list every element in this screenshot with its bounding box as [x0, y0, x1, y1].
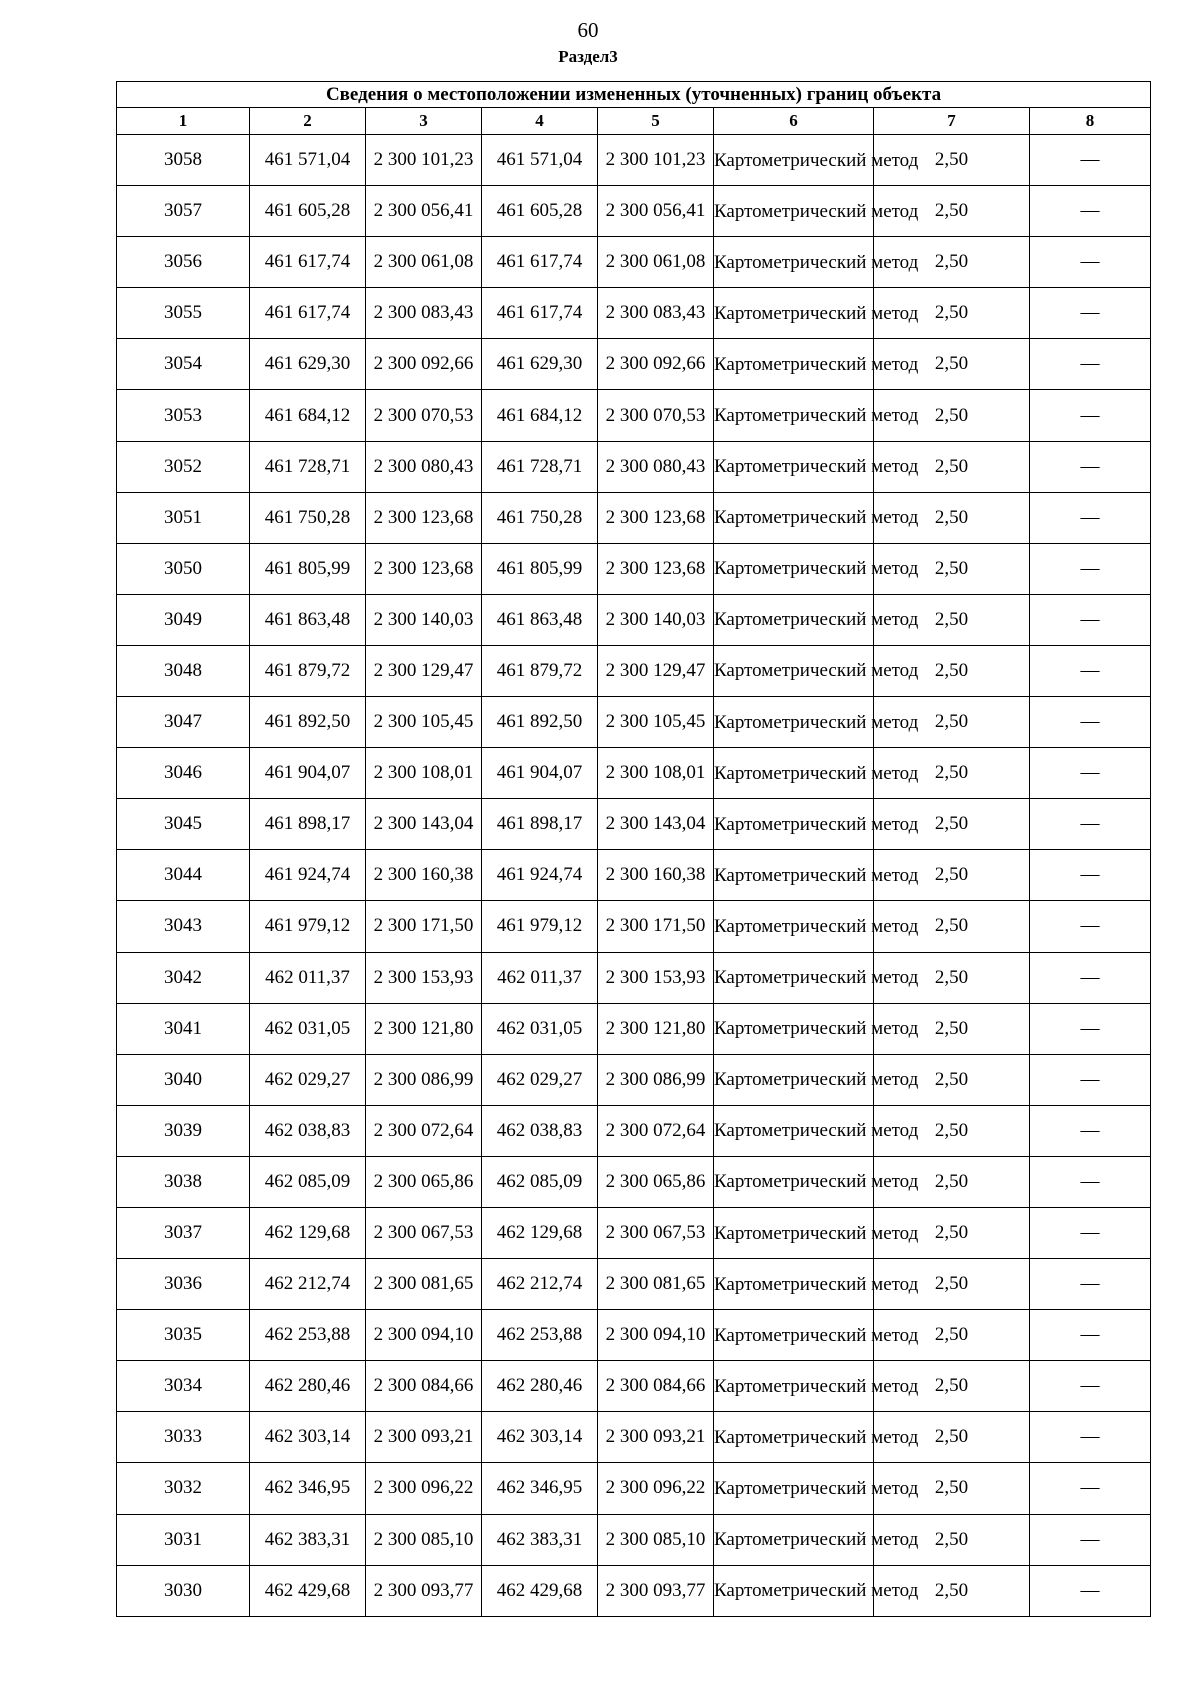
table-row: [117, 1054, 1151, 1105]
refined-y-cell: 2 300 086,99: [598, 1054, 714, 1105]
note-cell: —: [1030, 1156, 1151, 1207]
note-cell: —: [1030, 1310, 1151, 1361]
accuracy-cell: 2,50: [874, 1310, 1030, 1361]
refined-x-cell: 461 898,17: [482, 799, 598, 850]
refined-x-cell: 461 629,30: [482, 339, 598, 390]
refined-y-cell: 2 300 072,64: [598, 1105, 714, 1156]
existing-x-cell: 461 629,30: [250, 339, 366, 390]
existing-x-cell: 461 684,12: [250, 390, 366, 441]
point-number-cell: 3031: [117, 1514, 250, 1565]
method-cell: Картометрический метод: [714, 186, 874, 237]
table-row: [117, 1565, 1151, 1616]
existing-y-cell: 2 300 070,53: [366, 390, 482, 441]
existing-y-cell: 2 300 061,08: [366, 237, 482, 288]
point-number-cell: 3051: [117, 492, 250, 543]
point-number-cell: 3040: [117, 1054, 250, 1105]
accuracy-cell: 2,50: [874, 339, 1030, 390]
point-number-cell: 3038: [117, 1156, 250, 1207]
note-cell: —: [1030, 1054, 1151, 1105]
refined-y-cell: 2 300 129,47: [598, 645, 714, 696]
refined-y-cell: 2 300 061,08: [598, 237, 714, 288]
refined-x-cell: 462 029,27: [482, 1054, 598, 1105]
method-cell: Картометрический метод: [714, 339, 874, 390]
refined-x-cell: 462 383,31: [482, 1514, 598, 1565]
existing-y-cell: 2 300 108,01: [366, 748, 482, 799]
method-cell: Картометрический метод: [714, 645, 874, 696]
method-cell: Картометрический метод: [714, 492, 874, 543]
table-row: [117, 492, 1151, 543]
accuracy-cell: 2,50: [874, 594, 1030, 645]
point-number-cell: 3052: [117, 441, 250, 492]
point-number-cell: 3046: [117, 748, 250, 799]
existing-x-cell: 462 212,74: [250, 1259, 366, 1310]
method-cell: Картометрический метод: [714, 1054, 874, 1105]
method-cell: Картометрический метод: [714, 288, 874, 339]
table-row: [117, 748, 1151, 799]
accuracy-cell: 2,50: [874, 390, 1030, 441]
refined-x-cell: 462 031,05: [482, 1003, 598, 1054]
method-cell: Картометрический метод: [714, 1259, 874, 1310]
method-cell: Картометрический метод: [714, 1105, 874, 1156]
accuracy-cell: 2,50: [874, 1463, 1030, 1514]
note-cell: —: [1030, 1514, 1151, 1565]
page-number: 60: [577, 18, 599, 42]
method-cell: Картометрический метод: [714, 799, 874, 850]
refined-y-cell: 2 300 140,03: [598, 594, 714, 645]
existing-y-cell: 2 300 083,43: [366, 288, 482, 339]
refined-x-cell: 461 571,04: [482, 135, 598, 186]
refined-x-cell: 461 924,74: [482, 850, 598, 901]
method-cell: Картометрический метод: [714, 441, 874, 492]
refined-y-cell: 2 300 056,41: [598, 186, 714, 237]
method-cell: Картометрический метод: [714, 748, 874, 799]
point-number-cell: 3044: [117, 850, 250, 901]
existing-x-cell: 462 038,83: [250, 1105, 366, 1156]
note-cell: —: [1030, 339, 1151, 390]
existing-y-cell: 2 300 093,77: [366, 1565, 482, 1616]
table-row: [117, 1412, 1151, 1463]
refined-y-cell: 2 300 160,38: [598, 850, 714, 901]
existing-x-cell: 461 605,28: [250, 186, 366, 237]
method-cell: Картометрический метод: [714, 594, 874, 645]
point-number-cell: 3041: [117, 1003, 250, 1054]
refined-x-cell: 462 129,68: [482, 1207, 598, 1258]
refined-y-cell: 2 300 143,04: [598, 799, 714, 850]
table-row: [117, 237, 1151, 288]
refined-y-cell: 2 300 085,10: [598, 1514, 714, 1565]
point-number-cell: 3036: [117, 1259, 250, 1310]
refined-y-cell: 2 300 084,66: [598, 1361, 714, 1412]
note-cell: —: [1030, 1565, 1151, 1616]
note-cell: —: [1030, 237, 1151, 288]
existing-x-cell: 462 011,37: [250, 952, 366, 1003]
point-number-cell: 3048: [117, 645, 250, 696]
refined-x-cell: 462 038,83: [482, 1105, 598, 1156]
table-row: [117, 850, 1151, 901]
table-row: [117, 645, 1151, 696]
table-row: [117, 1156, 1151, 1207]
table-row: [117, 1361, 1151, 1412]
method-cell: Картометрический метод: [714, 1514, 874, 1565]
note-cell: —: [1030, 799, 1151, 850]
column-number: 1: [117, 108, 250, 135]
note-cell: —: [1030, 850, 1151, 901]
method-cell: Картометрический метод: [714, 390, 874, 441]
method-cell: Картометрический метод: [714, 1003, 874, 1054]
refined-y-cell: 2 300 080,43: [598, 441, 714, 492]
note-cell: —: [1030, 543, 1151, 594]
accuracy-cell: 2,50: [874, 1259, 1030, 1310]
existing-x-cell: 461 728,71: [250, 441, 366, 492]
existing-x-cell: 461 617,74: [250, 288, 366, 339]
point-number-cell: 3043: [117, 901, 250, 952]
note-cell: —: [1030, 1463, 1151, 1514]
table-row: [117, 186, 1151, 237]
accuracy-cell: 2,50: [874, 1207, 1030, 1258]
table-caption: Сведения о местоположении измененных (уточненных) границ объекта: [117, 82, 1151, 108]
accuracy-cell: 2,50: [874, 1054, 1030, 1105]
existing-y-cell: 2 300 081,65: [366, 1259, 482, 1310]
note-cell: —: [1030, 697, 1151, 748]
point-number-cell: 3047: [117, 697, 250, 748]
refined-x-cell: 462 280,46: [482, 1361, 598, 1412]
existing-y-cell: 2 300 085,10: [366, 1514, 482, 1565]
refined-x-cell: 462 303,14: [482, 1412, 598, 1463]
refined-y-cell: 2 300 123,68: [598, 543, 714, 594]
point-number-cell: 3045: [117, 799, 250, 850]
refined-y-cell: 2 300 121,80: [598, 1003, 714, 1054]
method-cell: Картометрический метод: [714, 1412, 874, 1463]
refined-x-cell: 462 429,68: [482, 1565, 598, 1616]
refined-y-cell: 2 300 123,68: [598, 492, 714, 543]
point-number-cell: 3053: [117, 390, 250, 441]
table-row: [117, 1207, 1151, 1258]
point-number-cell: 3030: [117, 1565, 250, 1616]
table-row: [117, 1105, 1151, 1156]
table-row: [117, 543, 1151, 594]
method-cell: Картометрический метод: [714, 135, 874, 186]
table-row: [117, 1463, 1151, 1514]
note-cell: —: [1030, 492, 1151, 543]
accuracy-cell: 2,50: [874, 850, 1030, 901]
existing-x-cell: 462 303,14: [250, 1412, 366, 1463]
accuracy-cell: 2,50: [874, 799, 1030, 850]
existing-y-cell: 2 300 065,86: [366, 1156, 482, 1207]
column-number: 3: [366, 108, 482, 135]
existing-x-cell: 461 924,74: [250, 850, 366, 901]
existing-y-cell: 2 300 129,47: [366, 645, 482, 696]
existing-y-cell: 2 300 160,38: [366, 850, 482, 901]
existing-x-cell: 462 383,31: [250, 1514, 366, 1565]
note-cell: —: [1030, 1003, 1151, 1054]
point-number-cell: 3054: [117, 339, 250, 390]
refined-x-cell: 461 617,74: [482, 288, 598, 339]
accuracy-cell: 2,50: [874, 1514, 1030, 1565]
column-number: 4: [482, 108, 598, 135]
note-cell: —: [1030, 1259, 1151, 1310]
table-row: [117, 441, 1151, 492]
refined-y-cell: 2 300 108,01: [598, 748, 714, 799]
existing-y-cell: 2 300 123,68: [366, 543, 482, 594]
column-number: 7: [874, 108, 1030, 135]
refined-x-cell: 461 863,48: [482, 594, 598, 645]
existing-y-cell: 2 300 140,03: [366, 594, 482, 645]
table-row: [117, 697, 1151, 748]
existing-x-cell: 461 898,17: [250, 799, 366, 850]
refined-x-cell: 461 904,07: [482, 748, 598, 799]
note-cell: —: [1030, 645, 1151, 696]
accuracy-cell: 2,50: [874, 441, 1030, 492]
accuracy-cell: 2,50: [874, 1361, 1030, 1412]
note-cell: —: [1030, 441, 1151, 492]
refined-y-cell: 2 300 093,21: [598, 1412, 714, 1463]
note-cell: —: [1030, 1412, 1151, 1463]
existing-x-cell: 461 863,48: [250, 594, 366, 645]
accuracy-cell: 2,50: [874, 1565, 1030, 1616]
refined-x-cell: 461 728,71: [482, 441, 598, 492]
refined-y-cell: 2 300 153,93: [598, 952, 714, 1003]
column-number: 2: [250, 108, 366, 135]
existing-y-cell: 2 300 153,93: [366, 952, 482, 1003]
table-row: [117, 135, 1151, 186]
method-cell: Картометрический метод: [714, 1156, 874, 1207]
existing-x-cell: 462 346,95: [250, 1463, 366, 1514]
accuracy-cell: 2,50: [874, 1003, 1030, 1054]
refined-y-cell: 2 300 093,77: [598, 1565, 714, 1616]
refined-x-cell: 462 346,95: [482, 1463, 598, 1514]
refined-x-cell: 461 617,74: [482, 237, 598, 288]
table-row: [117, 952, 1151, 1003]
refined-x-cell: 462 253,88: [482, 1310, 598, 1361]
refined-x-cell: 462 011,37: [482, 952, 598, 1003]
refined-x-cell: 461 750,28: [482, 492, 598, 543]
refined-x-cell: 461 805,99: [482, 543, 598, 594]
point-number-cell: 3058: [117, 135, 250, 186]
existing-x-cell: 461 892,50: [250, 697, 366, 748]
point-number-cell: 3034: [117, 1361, 250, 1412]
method-cell: Картометрический метод: [714, 697, 874, 748]
existing-y-cell: 2 300 086,99: [366, 1054, 482, 1105]
boundary-coordinates-table: [116, 81, 1151, 1617]
refined-x-cell: 462 085,09: [482, 1156, 598, 1207]
note-cell: —: [1030, 748, 1151, 799]
existing-x-cell: 461 750,28: [250, 492, 366, 543]
accuracy-cell: 2,50: [874, 1412, 1030, 1463]
note-cell: —: [1030, 186, 1151, 237]
table-row: [117, 1259, 1151, 1310]
table-row: [117, 339, 1151, 390]
refined-y-cell: 2 300 094,10: [598, 1310, 714, 1361]
point-number-cell: 3039: [117, 1105, 250, 1156]
refined-y-cell: 2 300 096,22: [598, 1463, 714, 1514]
existing-y-cell: 2 300 143,04: [366, 799, 482, 850]
point-number-cell: 3056: [117, 237, 250, 288]
note-cell: —: [1030, 594, 1151, 645]
existing-x-cell: 462 253,88: [250, 1310, 366, 1361]
accuracy-cell: 2,50: [874, 135, 1030, 186]
existing-x-cell: 462 029,27: [250, 1054, 366, 1105]
accuracy-cell: 2,50: [874, 697, 1030, 748]
existing-x-cell: 461 805,99: [250, 543, 366, 594]
accuracy-cell: 2,50: [874, 543, 1030, 594]
existing-x-cell: 461 979,12: [250, 901, 366, 952]
accuracy-cell: 2,50: [874, 901, 1030, 952]
point-number-cell: 3032: [117, 1463, 250, 1514]
column-number: 8: [1030, 108, 1151, 135]
accuracy-cell: 2,50: [874, 748, 1030, 799]
table-row: [117, 1310, 1151, 1361]
refined-y-cell: 2 300 065,86: [598, 1156, 714, 1207]
accuracy-cell: 2,50: [874, 1156, 1030, 1207]
accuracy-cell: 2,50: [874, 237, 1030, 288]
accuracy-cell: 2,50: [874, 1105, 1030, 1156]
method-cell: Картометрический метод: [714, 901, 874, 952]
existing-x-cell: 462 280,46: [250, 1361, 366, 1412]
table-row: [117, 1003, 1151, 1054]
existing-x-cell: 461 879,72: [250, 645, 366, 696]
point-number-cell: 3055: [117, 288, 250, 339]
existing-x-cell: 461 904,07: [250, 748, 366, 799]
refined-y-cell: 2 300 171,50: [598, 901, 714, 952]
point-number-cell: 3037: [117, 1207, 250, 1258]
accuracy-cell: 2,50: [874, 645, 1030, 696]
method-cell: Картометрический метод: [714, 1310, 874, 1361]
existing-x-cell: 462 085,09: [250, 1156, 366, 1207]
note-cell: —: [1030, 1207, 1151, 1258]
note-cell: —: [1030, 1361, 1151, 1412]
point-number-cell: 3035: [117, 1310, 250, 1361]
existing-y-cell: 2 300 123,68: [366, 492, 482, 543]
existing-x-cell: 462 129,68: [250, 1207, 366, 1258]
existing-y-cell: 2 300 067,53: [366, 1207, 482, 1258]
note-cell: —: [1030, 1105, 1151, 1156]
refined-y-cell: 2 300 105,45: [598, 697, 714, 748]
point-number-cell: 3049: [117, 594, 250, 645]
existing-x-cell: 461 571,04: [250, 135, 366, 186]
existing-y-cell: 2 300 092,66: [366, 339, 482, 390]
refined-y-cell: 2 300 101,23: [598, 135, 714, 186]
method-cell: Картометрический метод: [714, 1207, 874, 1258]
accuracy-cell: 2,50: [874, 492, 1030, 543]
point-number-cell: 3033: [117, 1412, 250, 1463]
existing-y-cell: 2 300 171,50: [366, 901, 482, 952]
method-cell: Картометрический метод: [714, 850, 874, 901]
existing-y-cell: 2 300 093,21: [366, 1412, 482, 1463]
table-row: [117, 594, 1151, 645]
column-number-row: [117, 108, 1151, 135]
existing-y-cell: 2 300 056,41: [366, 186, 482, 237]
method-cell: Картометрический метод: [714, 543, 874, 594]
refined-x-cell: 461 879,72: [482, 645, 598, 696]
method-cell: Картометрический метод: [714, 1361, 874, 1412]
refined-x-cell: 461 605,28: [482, 186, 598, 237]
refined-y-cell: 2 300 067,53: [598, 1207, 714, 1258]
table-body: [117, 135, 1151, 1617]
refined-y-cell: 2 300 081,65: [598, 1259, 714, 1310]
existing-x-cell: 461 617,74: [250, 237, 366, 288]
table-row: [117, 288, 1151, 339]
refined-y-cell: 2 300 083,43: [598, 288, 714, 339]
existing-x-cell: 462 429,68: [250, 1565, 366, 1616]
refined-y-cell: 2 300 070,53: [598, 390, 714, 441]
accuracy-cell: 2,50: [874, 952, 1030, 1003]
point-number-cell: 3057: [117, 186, 250, 237]
existing-y-cell: 2 300 080,43: [366, 441, 482, 492]
existing-y-cell: 2 300 072,64: [366, 1105, 482, 1156]
note-cell: —: [1030, 952, 1151, 1003]
point-number-cell: 3042: [117, 952, 250, 1003]
refined-x-cell: 461 684,12: [482, 390, 598, 441]
table-row: [117, 390, 1151, 441]
table-row: [117, 1514, 1151, 1565]
existing-y-cell: 2 300 084,66: [366, 1361, 482, 1412]
method-cell: Картометрический метод: [714, 952, 874, 1003]
existing-y-cell: 2 300 094,10: [366, 1310, 482, 1361]
note-cell: —: [1030, 288, 1151, 339]
existing-y-cell: 2 300 121,80: [366, 1003, 482, 1054]
refined-y-cell: 2 300 092,66: [598, 339, 714, 390]
accuracy-cell: 2,50: [874, 288, 1030, 339]
method-cell: Картометрический метод: [714, 1565, 874, 1616]
refined-x-cell: 461 892,50: [482, 697, 598, 748]
existing-y-cell: 2 300 096,22: [366, 1463, 482, 1514]
note-cell: —: [1030, 135, 1151, 186]
method-cell: Картометрический метод: [714, 1463, 874, 1514]
column-number: 6: [714, 108, 874, 135]
section-title: Раздел3: [558, 47, 618, 66]
table-row: [117, 799, 1151, 850]
note-cell: —: [1030, 390, 1151, 441]
table-row: [117, 901, 1151, 952]
method-cell: Картометрический метод: [714, 237, 874, 288]
column-number: 5: [598, 108, 714, 135]
refined-x-cell: 461 979,12: [482, 901, 598, 952]
note-cell: —: [1030, 901, 1151, 952]
existing-y-cell: 2 300 101,23: [366, 135, 482, 186]
point-number-cell: 3050: [117, 543, 250, 594]
existing-x-cell: 462 031,05: [250, 1003, 366, 1054]
refined-x-cell: 462 212,74: [482, 1259, 598, 1310]
existing-y-cell: 2 300 105,45: [366, 697, 482, 748]
accuracy-cell: 2,50: [874, 186, 1030, 237]
